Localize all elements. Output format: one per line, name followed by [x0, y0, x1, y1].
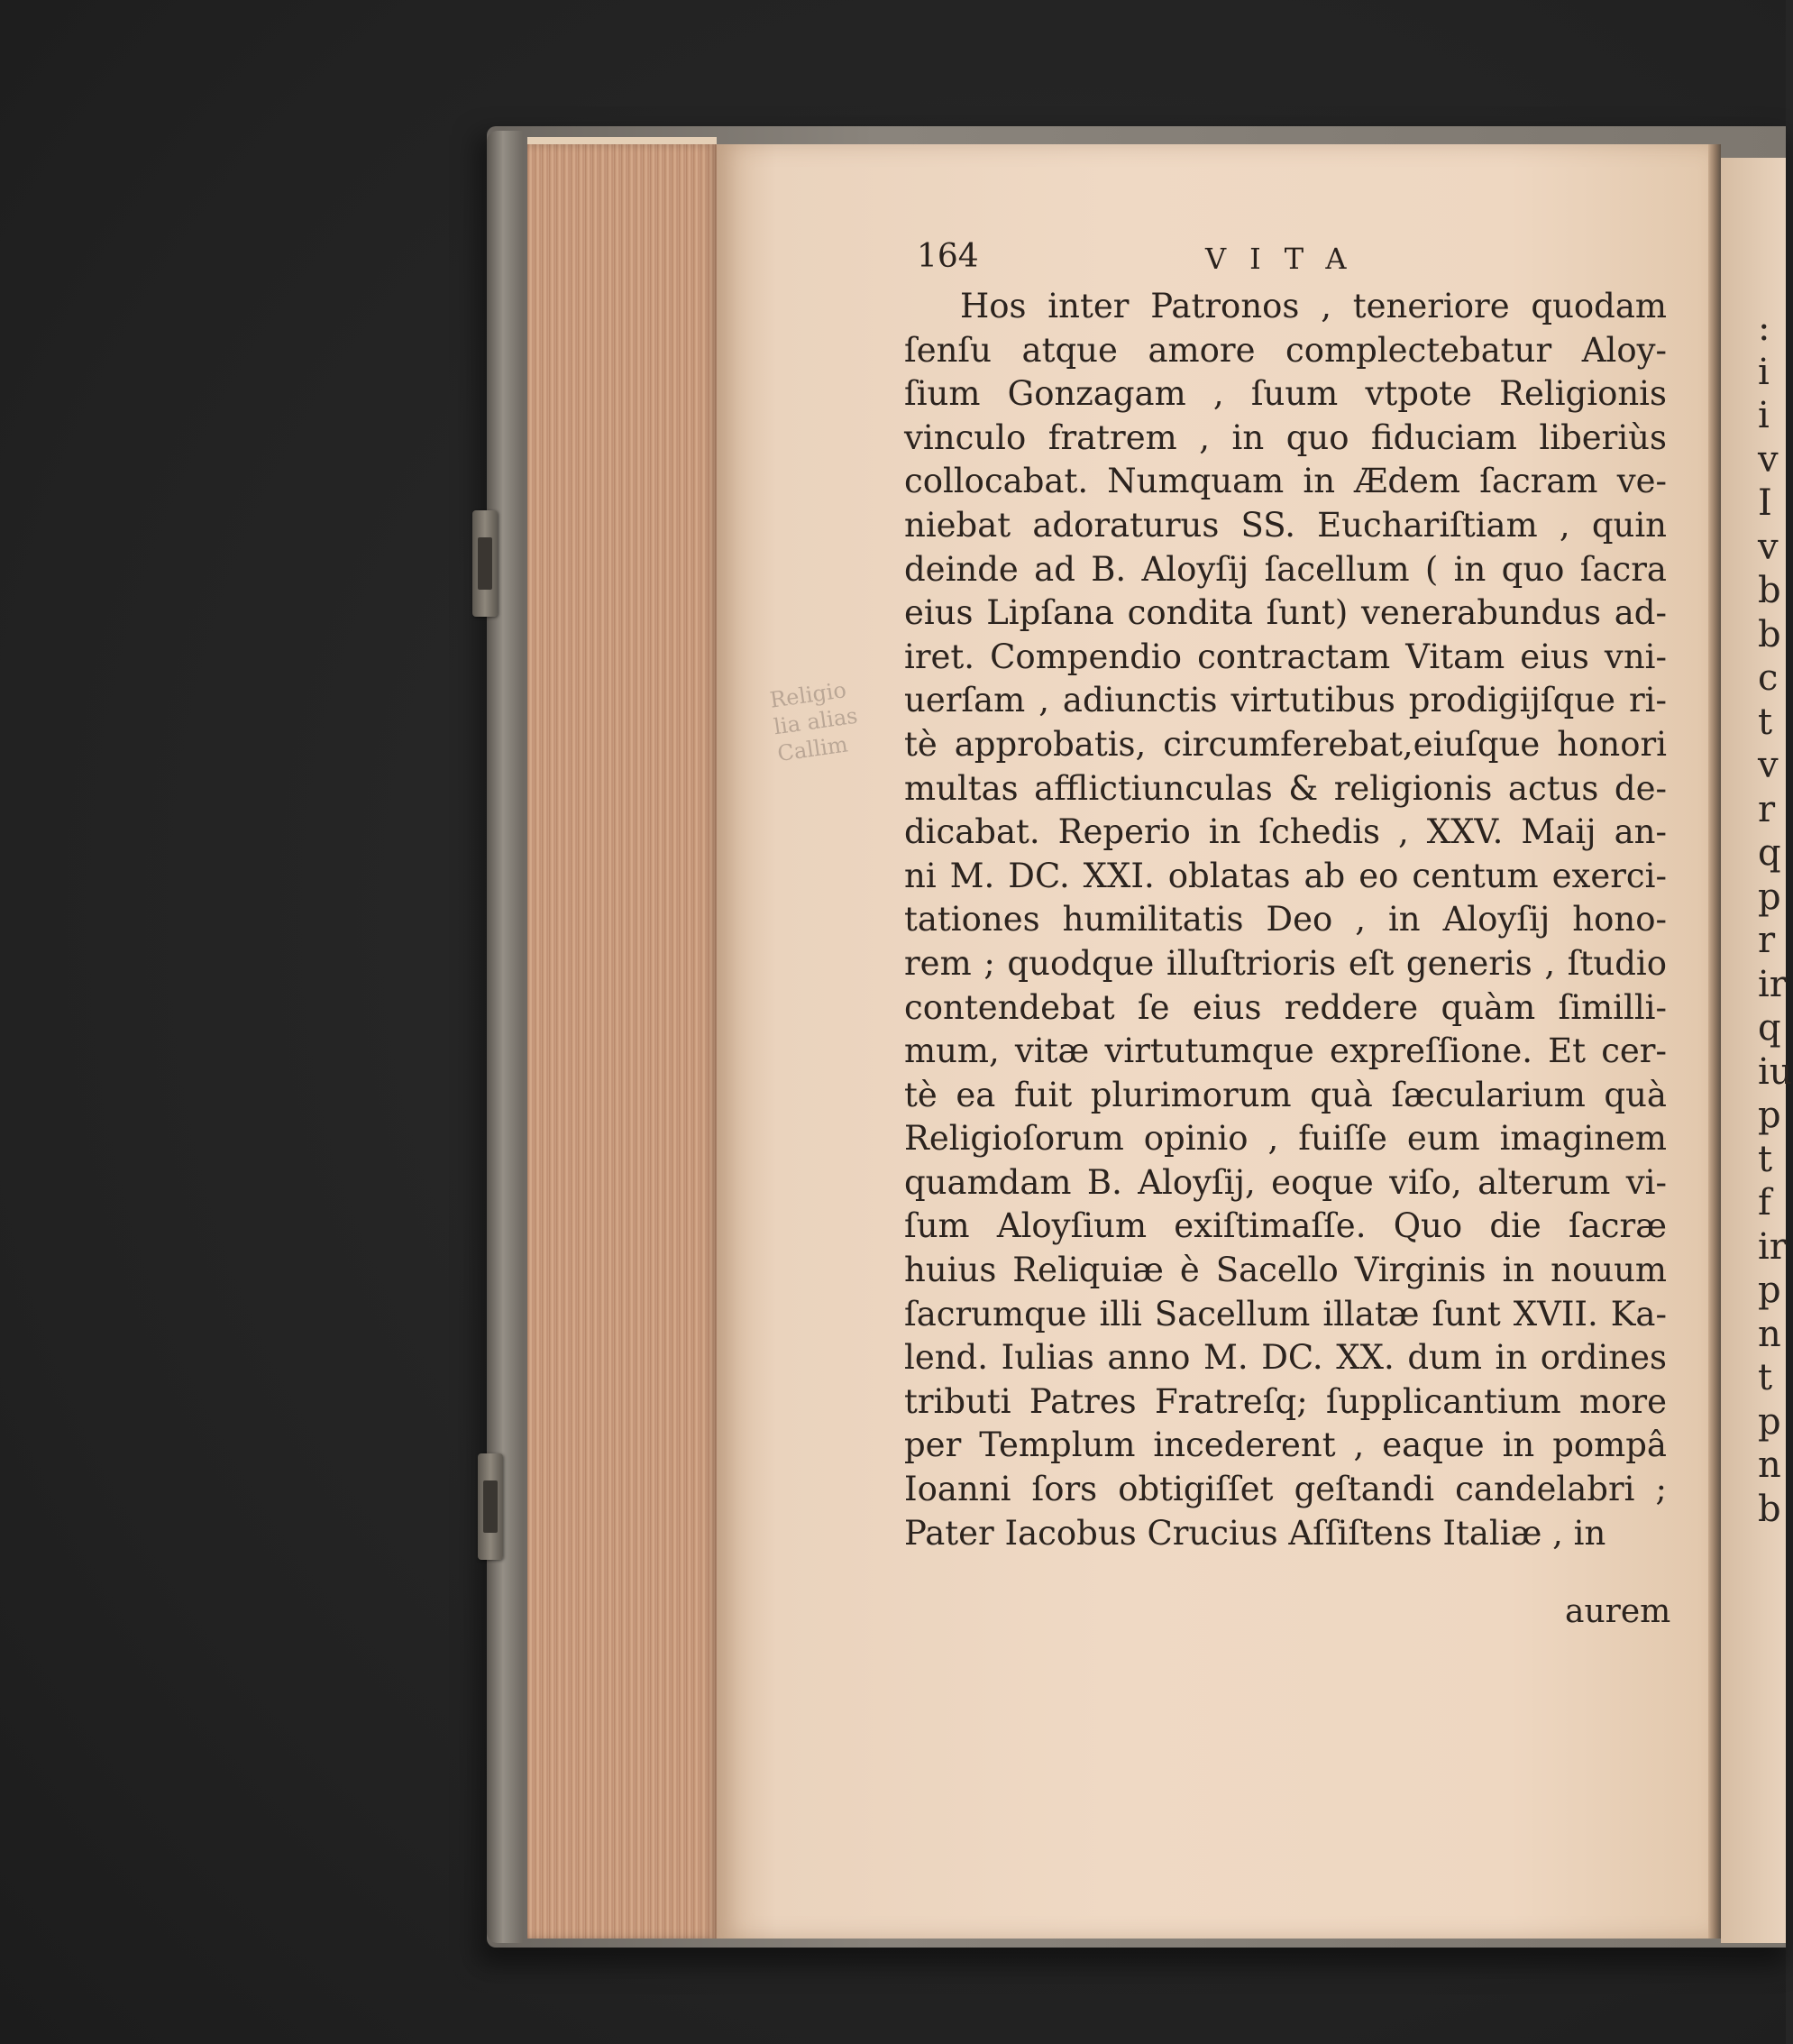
- text-line: quamdam B. Aloyſij, eoque viſo, alterum vi-: [904, 1162, 1667, 1202]
- text-line: eius Lipſana condita ſunt) venerabundus ad-: [904, 593, 1667, 633]
- facing-page-letter: i: [1758, 395, 1770, 436]
- page-number: 164: [917, 238, 979, 275]
- bleed-through-text: [768, 675, 863, 767]
- bleed-through-fragment: Religio: [768, 677, 848, 713]
- text-line: vinculo fratrem , in quo fiduciam liberiùs: [904, 417, 1667, 457]
- facing-page-letter: b: [1758, 570, 1781, 611]
- bleed-through-fragment: Callim: [775, 731, 850, 767]
- catchword: aurem: [1565, 1593, 1671, 1630]
- body-text: [904, 285, 1667, 1555]
- text-line: dicabat. Reperio in ſchedis , XXV. Maij an-: [904, 812, 1667, 852]
- text-line: tè ea fuit plurimorum quà ſæcularium quà: [904, 1075, 1667, 1114]
- facing-page-letter: p: [1758, 1400, 1781, 1443]
- text-line: lend. Iulias anno M. DC. XX. dum in ordines: [904, 1338, 1667, 1378]
- facing-page-letter: r: [1758, 920, 1776, 961]
- text-line: ſium Gonzagam , ſuum vtpote Religionis: [904, 374, 1667, 414]
- text-line: rem ; quodque illuſtrioris eſt generis , ſtudio: [904, 943, 1667, 983]
- text-line: tationes humilitatis Deo , in Aloyſij hono-: [904, 900, 1667, 940]
- page-block-edge: [527, 144, 717, 1939]
- facing-page-letter: r: [1758, 788, 1776, 830]
- text-line: mum, vitæ virtutumque expreſſione. Et cer-: [904, 1031, 1667, 1071]
- facing-page-letter: t: [1758, 1357, 1773, 1398]
- book-spine: [487, 131, 523, 1943]
- facing-page-letter: t: [1758, 1138, 1773, 1180]
- facing-page-letter: q: [1758, 832, 1781, 874]
- facing-page-letter: p: [1758, 1269, 1781, 1311]
- facing-page-letter: v: [1758, 745, 1779, 786]
- facing-page-letter: i: [1758, 351, 1770, 393]
- text-line: Religioſorum opinio , fuiſſe eum imaginem: [904, 1119, 1667, 1159]
- facing-page-letter: iu: [1758, 1050, 1793, 1093]
- text-line: uerſam , adiunctis virtutibus prodigijſque ri-: [904, 681, 1667, 720]
- facing-page-letter: b: [1758, 613, 1781, 655]
- text-line: tributi Patres Fratreſq; ſupplicantium more: [904, 1381, 1667, 1421]
- facing-page-letter: c: [1758, 657, 1779, 699]
- text-line: iret. Compendio contractam Vitam eius vni-: [904, 637, 1667, 676]
- facing-page-letter: p: [1758, 1095, 1781, 1136]
- text-line: Ioanni ſors obtigiſſet geſtandi candelabri ;: [904, 1470, 1667, 1509]
- facing-page-letter: f: [1758, 1182, 1771, 1224]
- text-line: Hos inter Patronos , teneriore quodam: [960, 287, 1667, 325]
- facing-page-letter: v: [1758, 438, 1779, 481]
- text-line: niebat adoraturus SS. Euchariſtiam , quin: [904, 505, 1667, 545]
- facing-page-letter: I: [1758, 482, 1772, 524]
- facing-page-letter: ir: [1758, 963, 1787, 1005]
- text-line: tè approbatis, circumferebat,eiuſque honori: [904, 724, 1667, 764]
- facing-page-fragments: [1758, 307, 1793, 1531]
- facing-page-letter: v: [1758, 526, 1779, 568]
- text-line: Pater Iacobus Crucius Aſſiſtens Italiæ , in: [904, 1513, 1606, 1553]
- facing-page-letter: b: [1758, 1488, 1781, 1530]
- facing-page-letter: ir: [1758, 1225, 1787, 1268]
- facing-page-letter: n: [1758, 1313, 1781, 1355]
- facing-page-letter: t: [1758, 701, 1773, 743]
- facing-page-letter: :: [1758, 307, 1770, 349]
- text-line: ſacrumque illi Sacellum illatæ ſunt XVII. Ka-: [904, 1294, 1667, 1334]
- upper-clasp-icon: [472, 510, 498, 617]
- facing-page-letter: p: [1758, 875, 1781, 918]
- text-line: multas afflictiunculas & religionis actus de-: [904, 768, 1667, 808]
- text-line: deinde ad B. Aloyſij ſacellum ( in quo ſacra: [904, 549, 1667, 589]
- text-line: huius Reliquiæ è Sacello Virginis in nouum: [904, 1251, 1667, 1290]
- text-line: ſenſu atque amore complectebatur Aloy-: [904, 330, 1667, 370]
- gutter: [1708, 144, 1721, 1939]
- text-line: ſum Aloyſium exiſtimaſſe. Quo die ſacræ: [904, 1206, 1667, 1246]
- facing-page-letter: q: [1758, 1007, 1781, 1049]
- text-line: collocabat. Numquam in Ædem ſacram ve-: [904, 462, 1667, 501]
- facing-page-letter: n: [1758, 1444, 1781, 1486]
- running-title: VITA: [1205, 242, 1370, 276]
- text-line: ni M. DC. XXI. oblatas ab eo centum exerci-: [904, 856, 1667, 895]
- text-line: per Templum incederent , eaque in pompâ: [904, 1425, 1667, 1465]
- text-line: contendebat ſe eius reddere quàm ſimilli-: [904, 987, 1667, 1027]
- bleed-through-fragment: lia alias: [772, 702, 860, 740]
- lower-clasp-icon: [478, 1453, 503, 1560]
